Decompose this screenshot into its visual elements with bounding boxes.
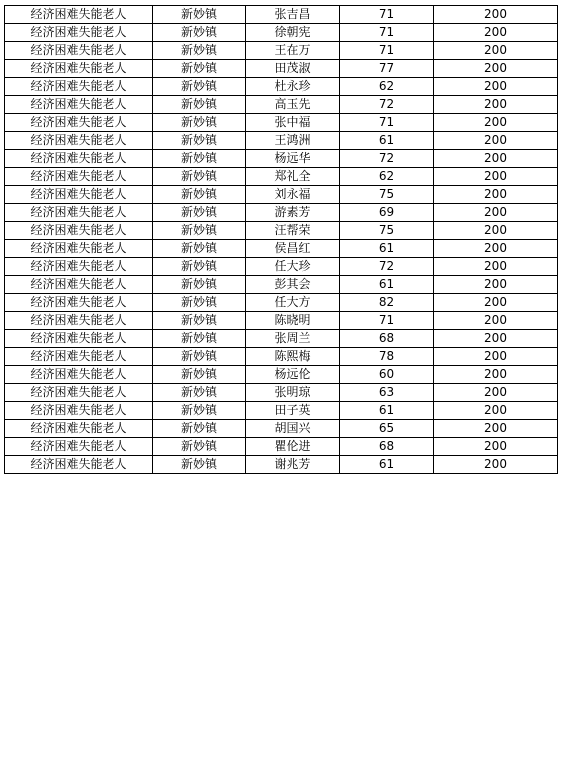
age-cell: 72	[340, 150, 434, 168]
category-cell: 经济困难失能老人	[5, 348, 153, 366]
amount-cell: 200	[434, 294, 558, 312]
category-cell: 经济困难失能老人	[5, 150, 153, 168]
name-cell: 侯昌红	[246, 240, 340, 258]
table-row	[5, 402, 558, 420]
category-cell: 经济困难失能老人	[5, 420, 153, 438]
name-cell: 王在万	[246, 42, 340, 60]
age-cell: 69	[340, 204, 434, 222]
category-cell: 经济困难失能老人	[5, 114, 153, 132]
table-row	[5, 294, 558, 312]
town-cell: 新妙镇	[153, 438, 246, 456]
table-body	[5, 6, 558, 474]
table-row	[5, 78, 558, 96]
table-row	[5, 420, 558, 438]
category-cell: 经济困难失能老人	[5, 42, 153, 60]
amount-cell: 200	[434, 402, 558, 420]
age-cell: 68	[340, 330, 434, 348]
name-cell: 任大珍	[246, 258, 340, 276]
amount-cell: 200	[434, 420, 558, 438]
town-cell: 新妙镇	[153, 276, 246, 294]
age-cell: 72	[340, 258, 434, 276]
town-cell: 新妙镇	[153, 60, 246, 78]
town-cell: 新妙镇	[153, 78, 246, 96]
category-cell: 经济困难失能老人	[5, 366, 153, 384]
data-table	[4, 5, 558, 474]
category-cell: 经济困难失能老人	[5, 276, 153, 294]
town-cell: 新妙镇	[153, 114, 246, 132]
category-cell: 经济困难失能老人	[5, 240, 153, 258]
name-cell: 谢兆芳	[246, 456, 340, 474]
name-cell: 游素芳	[246, 204, 340, 222]
age-cell: 61	[340, 456, 434, 474]
amount-cell: 200	[434, 114, 558, 132]
table-row	[5, 96, 558, 114]
name-cell: 王鸿洲	[246, 132, 340, 150]
table-row	[5, 168, 558, 186]
amount-cell: 200	[434, 330, 558, 348]
table-row	[5, 312, 558, 330]
town-cell: 新妙镇	[153, 294, 246, 312]
table-row	[5, 222, 558, 240]
amount-cell: 200	[434, 204, 558, 222]
amount-cell: 200	[434, 348, 558, 366]
table-row	[5, 348, 558, 366]
town-cell: 新妙镇	[153, 150, 246, 168]
age-cell: 72	[340, 96, 434, 114]
age-cell: 75	[340, 186, 434, 204]
town-cell: 新妙镇	[153, 330, 246, 348]
table-row	[5, 276, 558, 294]
age-cell: 62	[340, 168, 434, 186]
town-cell: 新妙镇	[153, 240, 246, 258]
category-cell: 经济困难失能老人	[5, 24, 153, 42]
age-cell: 71	[340, 24, 434, 42]
age-cell: 61	[340, 276, 434, 294]
name-cell: 张周兰	[246, 330, 340, 348]
table-row	[5, 132, 558, 150]
category-cell: 经济困难失能老人	[5, 132, 153, 150]
town-cell: 新妙镇	[153, 348, 246, 366]
name-cell: 陈熙梅	[246, 348, 340, 366]
age-cell: 71	[340, 42, 434, 60]
age-cell: 62	[340, 78, 434, 96]
amount-cell: 200	[434, 240, 558, 258]
name-cell: 胡国兴	[246, 420, 340, 438]
category-cell: 经济困难失能老人	[5, 222, 153, 240]
amount-cell: 200	[434, 456, 558, 474]
name-cell: 郑礼全	[246, 168, 340, 186]
table-row	[5, 258, 558, 276]
table-row	[5, 366, 558, 384]
age-cell: 63	[340, 384, 434, 402]
amount-cell: 200	[434, 168, 558, 186]
age-cell: 61	[340, 402, 434, 420]
town-cell: 新妙镇	[153, 258, 246, 276]
category-cell: 经济困难失能老人	[5, 60, 153, 78]
category-cell: 经济困难失能老人	[5, 456, 153, 474]
name-cell: 张吉昌	[246, 6, 340, 24]
table-row	[5, 24, 558, 42]
town-cell: 新妙镇	[153, 168, 246, 186]
name-cell: 陈晓明	[246, 312, 340, 330]
town-cell: 新妙镇	[153, 96, 246, 114]
category-cell: 经济困难失能老人	[5, 96, 153, 114]
town-cell: 新妙镇	[153, 186, 246, 204]
category-cell: 经济困难失能老人	[5, 6, 153, 24]
amount-cell: 200	[434, 24, 558, 42]
category-cell: 经济困难失能老人	[5, 384, 153, 402]
name-cell: 彭其会	[246, 276, 340, 294]
name-cell: 任大方	[246, 294, 340, 312]
age-cell: 60	[340, 366, 434, 384]
name-cell: 刘永福	[246, 186, 340, 204]
name-cell: 杨远华	[246, 150, 340, 168]
category-cell: 经济困难失能老人	[5, 78, 153, 96]
name-cell: 杨远伦	[246, 366, 340, 384]
age-cell: 71	[340, 6, 434, 24]
amount-cell: 200	[434, 222, 558, 240]
town-cell: 新妙镇	[153, 24, 246, 42]
town-cell: 新妙镇	[153, 420, 246, 438]
amount-cell: 200	[434, 132, 558, 150]
table-row	[5, 204, 558, 222]
category-cell: 经济困难失能老人	[5, 258, 153, 276]
town-cell: 新妙镇	[153, 366, 246, 384]
table-row	[5, 186, 558, 204]
category-cell: 经济困难失能老人	[5, 168, 153, 186]
age-cell: 82	[340, 294, 434, 312]
age-cell: 68	[340, 438, 434, 456]
age-cell: 71	[340, 114, 434, 132]
category-cell: 经济困难失能老人	[5, 186, 153, 204]
table-row	[5, 6, 558, 24]
name-cell: 张中福	[246, 114, 340, 132]
town-cell: 新妙镇	[153, 456, 246, 474]
table-row	[5, 60, 558, 78]
amount-cell: 200	[434, 384, 558, 402]
age-cell: 77	[340, 60, 434, 78]
table-row	[5, 150, 558, 168]
table-row	[5, 330, 558, 348]
category-cell: 经济困难失能老人	[5, 294, 153, 312]
town-cell: 新妙镇	[153, 222, 246, 240]
town-cell: 新妙镇	[153, 312, 246, 330]
age-cell: 65	[340, 420, 434, 438]
category-cell: 经济困难失能老人	[5, 438, 153, 456]
table-row	[5, 384, 558, 402]
amount-cell: 200	[434, 186, 558, 204]
amount-cell: 200	[434, 78, 558, 96]
table-row	[5, 42, 558, 60]
amount-cell: 200	[434, 276, 558, 294]
name-cell: 田子英	[246, 402, 340, 420]
category-cell: 经济困难失能老人	[5, 204, 153, 222]
age-cell: 61	[340, 240, 434, 258]
table-row	[5, 114, 558, 132]
table-row	[5, 240, 558, 258]
category-cell: 经济困难失能老人	[5, 312, 153, 330]
amount-cell: 200	[434, 366, 558, 384]
age-cell: 71	[340, 312, 434, 330]
name-cell: 田茂淑	[246, 60, 340, 78]
table-row	[5, 438, 558, 456]
amount-cell: 200	[434, 42, 558, 60]
amount-cell: 200	[434, 438, 558, 456]
town-cell: 新妙镇	[153, 402, 246, 420]
age-cell: 75	[340, 222, 434, 240]
category-cell: 经济困难失能老人	[5, 402, 153, 420]
amount-cell: 200	[434, 258, 558, 276]
name-cell: 张明琼	[246, 384, 340, 402]
amount-cell: 200	[434, 312, 558, 330]
amount-cell: 200	[434, 150, 558, 168]
age-cell: 78	[340, 348, 434, 366]
name-cell: 徐朝宪	[246, 24, 340, 42]
amount-cell: 200	[434, 96, 558, 114]
table-row	[5, 456, 558, 474]
town-cell: 新妙镇	[153, 204, 246, 222]
town-cell: 新妙镇	[153, 132, 246, 150]
name-cell: 杜永珍	[246, 78, 340, 96]
category-cell: 经济困难失能老人	[5, 330, 153, 348]
amount-cell: 200	[434, 60, 558, 78]
town-cell: 新妙镇	[153, 384, 246, 402]
amount-cell: 200	[434, 6, 558, 24]
age-cell: 61	[340, 132, 434, 150]
town-cell: 新妙镇	[153, 42, 246, 60]
name-cell: 汪帮荣	[246, 222, 340, 240]
town-cell: 新妙镇	[153, 6, 246, 24]
name-cell: 瞿伦进	[246, 438, 340, 456]
name-cell: 高玉先	[246, 96, 340, 114]
